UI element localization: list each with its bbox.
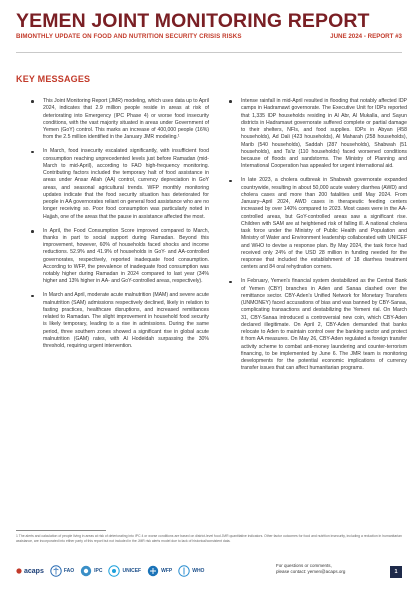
wfp-logo — [147, 565, 172, 577]
key-message: This Joint Monitoring Report (JMR) modeling, which uses data up to April 2024, indicates that 2.9 million people reside in areas at risk of deteriorating into Emergency (IPC Phase 4) or worse food insecurity conditions, with the vast majority situated in areas under Government of Yemen (GoY) control. This marks an increase of 400,000 people (16%) from the 2.5 million identified in the January JMR modeling.¹ — [31, 98, 209, 142]
fao-logo — [50, 565, 74, 577]
contact-line: For questions or comments, — [276, 563, 332, 568]
key-message: In late 2023, a cholera outbreak in Shabwah governorate expanded countrywide, resulting in about 50,000 acute watery diarrhea (AWD) and cholera cases and more than 200 fatalities until May 2024. From January–April 2024, AWD cases in therapeutic feeding centers increased by over 140% compared to 2023. Most cases were in the AA-controlled areas, but GoY-controlled areas saw a significant rise. Children with SAM are at heightened risk of falling ill. A national cholera task force under the Ministry of Public Health and Population and Ministry of Water and Environment leadership collaborated with UNICEF and WHO to devise a response plan. By May 2024, the task force had received only 24% of the USD 28 million in funding needed for the response that included the establishment of 18 diarrhea treatment centers and 84 oral rehydration corners. — [229, 177, 407, 271]
ipc-logo — [80, 565, 102, 577]
report-subtitle: BIMONTHLY UPDATE ON FOOD AND NUTRITION SECURITY CRISIS RISKS — [16, 33, 242, 40]
footnote-divider — [16, 530, 106, 531]
who-logo-text: WHO — [192, 568, 205, 574]
contact-block — [276, 563, 345, 575]
key-message: In March and April, moderate acute malnutrition (MAM) and severe acute malnutrition (SAM) admissions respectively declined, likely in relation to fasting practices, healthcare disruptions, and increased remittances related to Ramadan. The slight improvement in household food security is likely temporary, leading to a rise in admissions. During the same period, three southern zones showed a significant rise in global acute malnutrition (GAM) rates, with Al Hodeidah surpassing the 30% threshold, requiring urgent intervention. — [31, 292, 209, 350]
report-header — [16, 10, 402, 45]
header-divider — [16, 52, 402, 53]
subtitle-row — [16, 33, 402, 45]
unicef-logo — [108, 565, 141, 577]
wfp-logo-text: WFP — [161, 568, 173, 574]
right-column — [229, 98, 407, 379]
left-column — [31, 98, 209, 357]
key-message: Intense rainfall in mid-April resulted in flooding that notably affected IDP camps in Hadramawt governorate. The Executive Unit for IDPs reported that 1,335 IDP households residing in Al Abr, Al Mukalla, and Sayun districts in Hadramawt governorate suffered complete or partial damage to their shelters, NFIs, and food supplies. IDPs in Abyan (458 households), Ad Dali (423 households), Al Maharah (258 households), Marib (540 households), Saddah (287 households), Shabwah (51 households), and Ta'iz (110 households) faced worsened conditions because of floods and sandstorms. The Ministry of Planning and International Cooperation has appealed for urgent international aid. — [229, 98, 407, 171]
acaps-logo-text: acaps — [24, 567, 44, 575]
footnote: 1 The alerts and calculation of people living in areas at risk of deteriorating into IPC 4 or worse conditions are based on district-level food JMR quantitative indicators. Other factor outcomes for food and nutrition insecurity, including a reduction in humanitarian assistance, are incorporated into either party of this report but not included in the JMR risk alerts model due to lack of historical/consistent data. — [16, 534, 402, 543]
section-heading: KEY MESSAGES — [16, 74, 91, 84]
report-title: YEMEN JOINT MONITORING REPORT — [16, 10, 370, 32]
ipc-logo-text: IPC — [94, 568, 103, 574]
report-edition: JUNE 2024 - REPORT #3 — [330, 33, 402, 40]
unicef-logo-text: UNICEF — [122, 568, 142, 574]
fao-logo-text: FAO — [63, 568, 75, 574]
key-message: In February, Yemen's financial system destabilized as the Central Bank of Yemen (CBY) branches in Aden and Sanaa clashed over the remittance sector. CBY-Aden's Unified Network for Monetary Transfers (UNMONEY) faced accusations of bias and was banned by CBY-Sanaa, complicating transactions and destabilizing the Yemeni rial. On March 31, CBY-Sanaa introduced a controversial new coin, which CBY-Aden declared illegitimate. On April 2, CBY-Aden demanded that banks relocate to Aden to maintain control over the banking sector and protect it from AA measures. On May 26, CBY-Aden regulated a foreign transfer activity scheme to combat anti-money laundering and counter-terrorism financing, to be implemented by June 6. The JMR team is monitoring developments for the potential economic implications of currency transfer issues that can affect humanitarian programs. — [229, 278, 407, 372]
who-logo — [178, 565, 204, 577]
key-message: In March, food insecurity escalated significantly, with insufficient food consumption reaching unprecedented levels just before Ramadan (mid-March to mid-April), according to FAO high-frequency monitoring. Contributing factors included the temporary halt of food assistance in areas under Ansar Allah (AA) control, currency depreciation in GoY areas, and seasonal agricultural trends. WFP monthly monitoring updates indicate that the food security situation has deteriorated for people in AA governorates reliant on general food assistance who are no longer receiving so. Poor food consumption was particularly noted in Hajjah, one of the areas that the pause in assistance affected the most. — [31, 148, 209, 221]
key-message: In April, the Food Consumption Score improved compared to March, thanks in part to social support during Ramadan. Beyond this improvement, however, 60% of households faced shocks and income reductions. 52.9% and 41.9% of households in GoY- and AA-controlled governorates, respectively, reported inadequate food consumption. According to WFP, the prevalence of inadequate food consumption was notably higher during Ramadan in 2024 compared to last year (34% higher and 13% higher in AA- and GoY-controlled areas, respectively). — [31, 228, 209, 286]
page-number: 1 — [390, 566, 402, 578]
partner-logos — [16, 563, 204, 579]
contact-email-link[interactable]: please contact: yemen@acaps.org — [276, 569, 346, 574]
acaps-logo — [16, 568, 44, 575]
